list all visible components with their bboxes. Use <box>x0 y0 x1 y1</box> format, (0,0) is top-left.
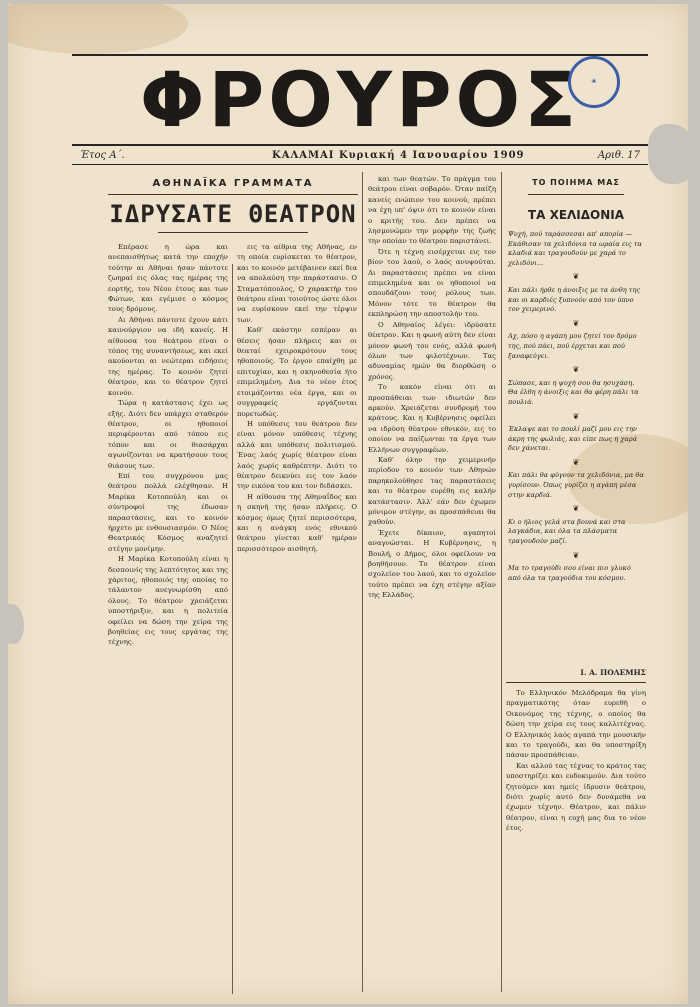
poem-stanza: Σώπασε, και η ψυχή σου θα ησυχάση. Θα έλθη η άνοιξις και θα φέρη πάλι τα πουλιά. <box>508 378 639 406</box>
paragraph: και των θεατών. Το πράγμα του θεάτρου είναι σοβαρόν. Όταν παίζη κανείς ενώπιον του κοινού, πρέπει να έχη υπ' όψιν ότι το κοινόν είναι ο κριτής του. Δεν πρέπει να λησμονώμεν την μορφήν της ζωής την οποίαν το θέατρον παριστάνει. <box>368 175 496 246</box>
column-divider <box>232 264 233 994</box>
newspaper-title: ΦΡΟΥΡΟΣ <box>139 55 581 144</box>
article-column-4 <box>506 688 646 834</box>
poem-title: ΤΑ ΧΕΛΙΔΟΝΙΑ <box>527 208 625 222</box>
poem-stanza: Μα το τραγούδι σου είναι πιο γλυκό από όλα τα τραγούδια του κόσμου. <box>508 564 631 582</box>
paragraph: Τώρα η κατάστασις έχει ως εξής. Διότι δεν υπάρχει σταθερόν θέατρον, οι ηθοποιοί περιφέρονται από τόπου εις τόπον και οι θιασάρχαι αγωνίζονται να κρατήσουν τους θιάσους των. <box>108 399 228 470</box>
section-heading: ΑΘΗΝΑΪΚΑ ΓΡΑΜΜΑΤΑ <box>152 178 314 189</box>
poem-stanza: Έκλαψε και το πουλί μαζί μου εις την άκρη της φωλιάς, και είπε πως η χαρά δεν χάνεται. <box>508 425 638 453</box>
stain <box>8 4 188 54</box>
title-rule <box>158 232 308 233</box>
masthead <box>70 56 650 146</box>
year-label: Έτος Α΄. <box>80 150 125 161</box>
paragraph: Έχετε δίκαιον, αγαπητοί αναγνώσται. Η Κυβέρνησις, η Βουλή, ο Δήμος, όλοι οφείλουν να βοηθήσουν. Το θέατρον είναι σχολείον του λαού, και το σχολείον τούτο πρέπει να έχη στέγην αξίαν της Ελλάδος. <box>368 528 496 600</box>
paragraph: Καθ' όλην την χειμερινήν περίοδον το κοινόν των Αθηνών παρηκολούθησε τας παραστάσεις και το θέατρον ευρέθη εις καλήν κατάστασιν. Άλλ' εάν δεν έχωμεν μόνιμον στέγην, αι προσπάθειαι θα χαθούν. <box>368 455 496 527</box>
paragraph: Η υπόθεσις του θεάτρου δεν είναι μόνον υπόθεσις τέχνης αλλά και υπόθεσις πολιτισμού. Ένας λαός χωρίς θέατρον είναι λαός χωρίς καθρέπτην. Διότι το θέατρον δεικνύει εις τον λαόν την εικόνα του και τον διδάσκει. <box>237 419 357 491</box>
swallow-icon: ❦ <box>572 550 580 560</box>
dateline <box>72 150 648 164</box>
article-column-2 <box>237 242 357 554</box>
poem <box>508 230 644 587</box>
newspaper-page <box>8 4 688 1004</box>
sidebar-rule <box>528 194 624 195</box>
paragraph: Ότε η τέχνη εισέρχεται εις τον βίον του λαού, ο λαός ανυψούται. Αι παραστάσεις πρέπει να είναι επιμελημένα και οι ηθοποιοί να σπουδάζουν τους ρόλους των. Μόνον τότε το θέατρον θα εκπληρώση την αποστολήν του. <box>368 247 496 319</box>
paragraph: εις τα αίθρια της Αθήνας, εν τη οποία ευρίσκεται το θέατρον, και το κοινόν μετέβαινεν εκεί δια να απολαύση την παράστασιν. Ο Σταματόπουλος, Ο χαρακτήρ του θεάτρου είναι τοιούτος ώστε όλοι να ευρίσκουν εκεί την τέρψιν των. <box>237 243 357 324</box>
place-date: ΚΑΛΑΜΑΙ Κυριακή 4 Ιανουαρίου 1909 <box>272 150 525 161</box>
sidebar-heading: ΤΟ ΠΟΙΗΜΑ ΜΑΣ <box>532 178 620 187</box>
poem-end-rule <box>506 682 646 683</box>
swallow-icon: ❦ <box>572 411 580 421</box>
paragraph: Η Μαρίκα Κοτοπούλη είναι η δεσποινίς της λεπτότητος και της χάριτος, ηθοποιός της οποίας το τάλαντον ανεγνωρίσθη από όλους. Το θέατρον χρειάζεται υποστήριξιν, και η πολιτεία οφείλει να δώση την χείρα της βοηθείας εις τους εργάτας της τέχνης. <box>108 555 228 647</box>
swallow-icon: ❦ <box>572 272 580 282</box>
article-title: ΙΔΡΥΣΑΤΕ ΘΕΑΤΡΟΝ <box>109 200 357 228</box>
column-divider <box>362 172 363 992</box>
paragraph: Επέρασε η ώρα και ανεπαισθήτως κατά την εποχήν τούτην αι Αθήναι ήσαν πάντοτε ζωηραί εις όλας τας ημέρας της εορτής, του Νέου έτους και των Φώτων, και εγέμισε ο κόσμος τους δρόμους. <box>108 243 228 314</box>
swallow-icon: ❦ <box>572 318 580 328</box>
issue-number: Αριθ. 17 <box>597 150 640 161</box>
heading-rule <box>108 194 358 195</box>
poem-stanza: Κι ο ήλιος γελά στα βουνά και στα λαγκάδια, και όλα τα πλάσματα τραγουδούν μαζί. <box>508 517 626 546</box>
library-stamp-icon: ❀ <box>568 56 620 108</box>
swallow-icon: ❦ <box>572 504 580 514</box>
paragraph: Αι Αθήναι πάντοτε έχουν κάτι καινούργιον να ιδή κανείς. Η αίθουσα του θεάτρου είναι ο τόπος της συναντήσεως, και εκεί ακούονται αι νεώτεραι ειδήσεις της ημέρας. Το κοινόν ζητεί θέατρον, και το θέατρον ζητεί κοινόν. <box>108 315 228 397</box>
masthead-rule <box>72 144 648 146</box>
paragraph: Καθ' εκάστην εσπέραν αι θέσεις ήσαν πλήρεις και οι θεαταί εχειροκρότουν τους ηθοποιούς. Το έργον επαίχθη με επιτυχίαν, και η σκηνοθεσία ήτο επιμελημένη. Δια το νέον έτος ετοιμάζονται νέα έργα, και οι συγγραφείς εργάζονται πυρετωδώς. <box>237 326 357 418</box>
article-column-1 <box>108 242 228 648</box>
swallow-icon: ❦ <box>572 365 580 375</box>
column-divider <box>501 172 502 992</box>
paragraph: Το Ελληνικόν Μελόδραμα θα γίνη πραγματικότης όταν ευρεθή ο Οικονόμος της τέχνης, ο οποίος θα δώση την χείρα εις τους καλλιτέχνας. Ο Ελληνικός λαός αγαπά την μουσικήν και το τραγούδι, και θα υποστηρίξη πάσαν προσπάθειαν. <box>506 689 646 760</box>
paragraph: Επί του συγχρόνου μας θεάτρου πολλά ελέχθησαν. Η Μαρίκα Κοτοπούλη και οι σύντροφοί της έδωσαν παραστάσεις, και το κοινόν ήρχετο με ενθουσιασμόν. Ο Νέος Θεατρικός Κόσμος αναζητεί στέγην μονίμην. <box>108 471 228 553</box>
paragraph: Το κακόν είναι ότι αι προσπάθειαι των ιδιωτών δεν αρκούν. Χρειάζεται συνδρομή του κράτους. Και η Κυβέρνησις οφείλει να ιδρύση θέατρον εθνικόν, εις το οποίον να παίζωνται τα έργα των Ελλήνων συγγραφέων. <box>368 383 496 454</box>
poem-stanza: Και πάλι ήρθε η άνοιξις με τα άνθη της και οι καρδιές ξυπνούν από τον ύπνο τον χειμερινό. <box>508 285 641 314</box>
poem-stanza: Και πάλι θα φύγουν τα χελιδόνια, μα θα γυρίσουν. Όπως γυρίζει η αγάπη μέσα στην καρδιά. <box>508 471 644 499</box>
dateline-rule <box>72 164 648 165</box>
poem-stanza: Αχ, πόσο η αγάπη μου ζητεί τον δρόμο της, πού πάει, πού έρχεται και πού ξαναφεύγει. <box>508 332 637 360</box>
paragraph: Ο Αθηναίος λέγει: ιδρύσατε θέατρον. Και η φωνή αύτη δεν είναι μόνον φωνή του ενός, αλλά φωνή όλων των φιλοτέχνων. Τας αδυναμίας ημών θα διορθώση ο χρόνος. <box>368 320 496 381</box>
paper-tear <box>8 604 24 644</box>
poem-author: Ι. Α. ΠΟΛΕΜΗΣ <box>580 668 646 677</box>
poem-stanza: Ψυχή, πού ταράσσεσαι απ' απορία — Εκάθισαν τα χελιδόνια τα ωραία εις τα κλαδιά και τραγουδούν με χαρά το χελιδόνι... <box>508 230 642 267</box>
swallow-icon: ❦ <box>572 457 580 467</box>
article-column-3 <box>368 174 496 601</box>
paper-tear <box>648 124 688 184</box>
paragraph: Και αλλού τας τέχνας το κράτος τας υποστηρίζει και ευδοκιμούν. Δια τούτο ζητούμεν και ημείς ίδρυσιν θεάτρου, διότι χωρίς αυτό δεν δυνάμεθα να έχωμεν τέχνην. Θέατρον, και πάλιν θέατρον, είναι η ευχή μας δια το νέον έτος. <box>506 761 646 833</box>
paragraph: Η αίθουσα της Αθηναΐδος και η σκηνή της ήσαν πλήρεις. Ο κόσμος όμως ζητεί περισσότερα, και η ανάγκη ενός εθνικού θεάτρου γίνεται καθ' ημέραν περισσότερον αισθητή. <box>237 492 357 553</box>
